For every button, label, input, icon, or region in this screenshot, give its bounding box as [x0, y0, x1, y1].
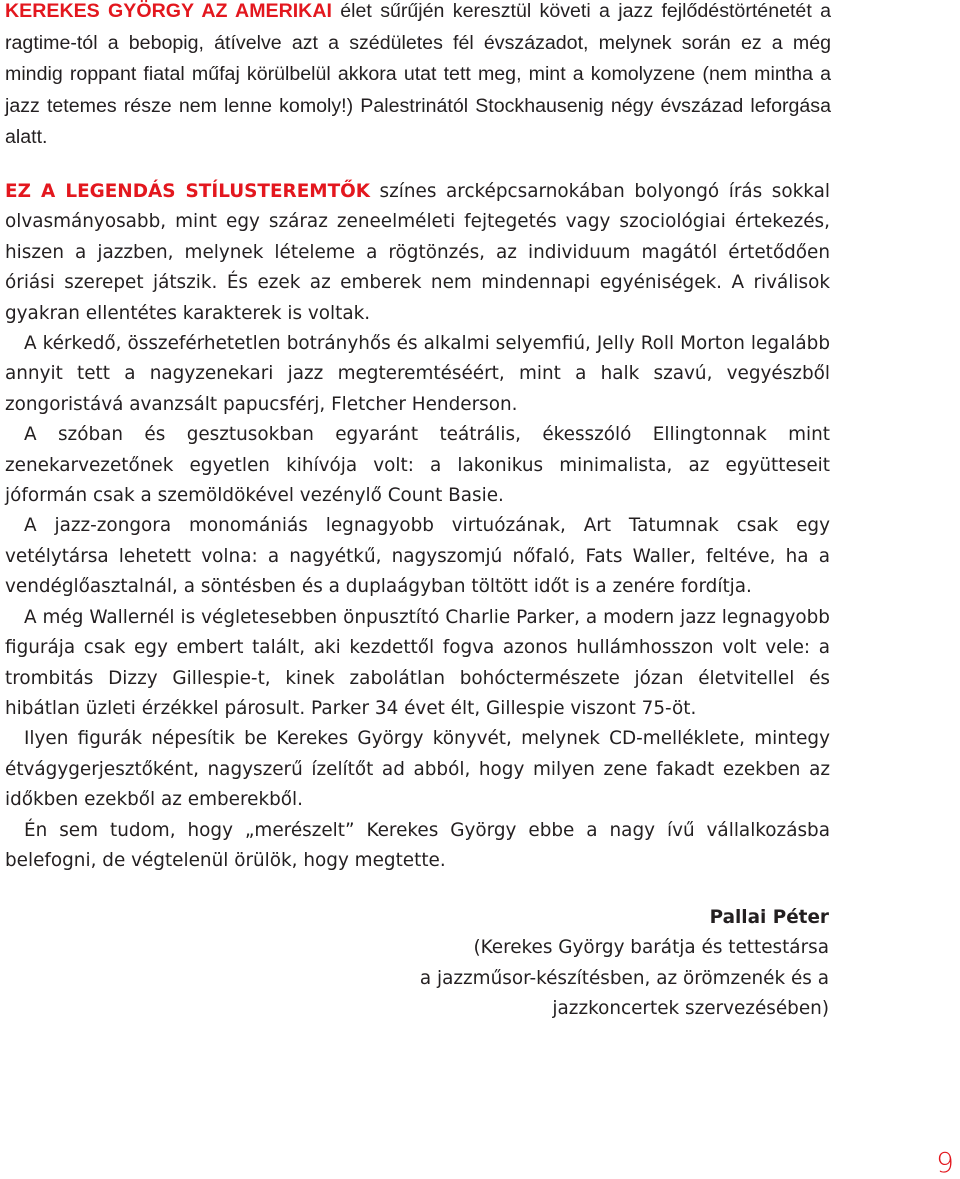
- body-paragraph-6: Ilyen figurák népesítik be Kerekes György könyvét, melynek CD-melléklete, mintegy étvágygerjesztőként, nagyszerű ízelítőt ad abból, hogy milyen zene fakadt ezekben az időkben ezekből az emberekből.: [5, 728, 830, 811]
- intro-lead: KEREKES GYÖRGY AZ AMERIKAI: [5, 0, 332, 22]
- body-lead: EZ A LEGENDÁS STÍLUSTEREMTŐK: [5, 181, 370, 202]
- signature-name: Pallai Péter: [709, 907, 829, 928]
- intro-text: élet sűrűjén keresztül követi a jazz fejlődéstörténetét a ragtime-tól a bebopig, átívelve azt a szédületes fél évszázadot, melynek során ez a még mindig roppant fiatal műfaj körülbelül akkora utat tett meg, mint a komolyzene (nem mintha a jazz tetemes része nem lenne komoly!) Palestrinától Stockhausenig négy évszázad leforgása alatt.: [5, 0, 832, 148]
- signature-line-3: jazzkoncertek szervezésében): [552, 998, 829, 1020]
- signature-line-1: (Kerekes György barátja és tettestársa: [473, 937, 829, 959]
- body-paragraph-7: Én sem tudom, hogy „merészelt” Kerekes György ebbe a nagy ívű vállalkozásba belefogni, de végtelenül örülök, hogy megtette.: [5, 819, 830, 871]
- signature-line-2: a jazzműsor-készítésben, az örömzenék és a: [419, 967, 829, 989]
- body-paragraph-5: A még Wallernél is végletesebben önpusztító Charlie Parker, a modern jazz legnagyobb figurája csak egy embert talált, aki kezdettől fogva azonos hullámhosszon volt vele: a trombitás Dizzy Gillespie-t, kinek zabolátlan bohóctermészete józan életvitellel és hibátlan üzleti érzékkel párosult. Parker 34 évet élt, Gillespie viszont 75-öt.: [5, 606, 830, 719]
- body-paragraph-2: A kérkedő, összeférhetetlen botrányhős és alkalmi selyemfiú, Jelly Roll Morton legalább annyit tett a nagyzenekari jazz megteremtéséért, mint a halk szavú, vegyészből zongoristává avanzsált papucsférj, Fletcher Henderson.: [5, 333, 830, 415]
- body-paragraph-3: A szóban és gesztusokban egyaránt teátrális, ékesszóló Ellingtonnak mint zenekarvezetőnek egyetlen kihívója volt: a lakonikus minimalista, az együtteseit jóformán csak a szemöldökével vezénylő Count Basie.: [5, 424, 830, 507]
- page-number: 9: [936, 1146, 954, 1179]
- body-paragraph-1-text: színes arcképcsarnokában bolyongó írás sokkal olvasmányosabb, mint egy száraz zeneelméleti fejtegetés vagy szociológiai értekezés, hiszen a jazzben, melynek lételeme a rögtönzés, az individuum magától értetődően óriási szerepet játszik. És ezek az emberek nem mindennapi egyéniségek. A riválisok gyakran ellentétes karakterek is voltak.: [5, 181, 830, 324]
- signature-block: [329, 903, 829, 1025]
- body-paragraph-4: A jazz-zongora monomániás legnagyobb virtuózának, Art Tatumnak csak egy vetélytársa lehetett volna: a nagyétkű, nagyszomjú nőfaló, Fats Waller, feltéve, ha a vendéglőasztalnál, a söntésben és a duplaágyban töltött időt is a zenére fordítja.: [5, 515, 830, 598]
- intro-paragraph: [5, 0, 831, 154]
- body-text: [5, 177, 830, 876]
- body-paragraph-1: [5, 177, 830, 329]
